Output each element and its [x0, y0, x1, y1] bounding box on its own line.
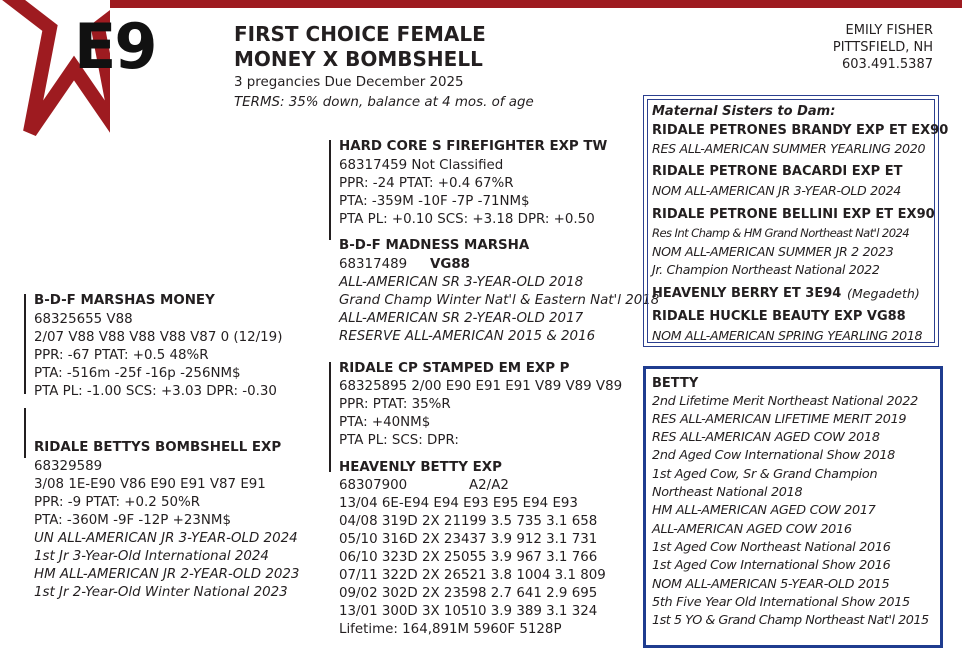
betty-heading: BETTY: [652, 376, 699, 391]
dam-award: UN ALL-AMERICAN JR 3-YEAR-OLD 2024: [34, 531, 298, 546]
page-title: FIRST CHOICE FEMALE: [234, 22, 486, 46]
sire-reg: 68325655 V88: [34, 312, 133, 327]
dam-dam-lifetime: Lifetime: 164,891M 5960F 5128P: [339, 622, 562, 637]
dam-dam-name: HEAVENLY BETTY EXP: [339, 460, 502, 475]
dam-award: 1st Jr 3-Year-Old International 2024: [34, 549, 269, 564]
betty-award: NOM ALL-AMERICAN 5-YEAR-OLD 2015: [652, 577, 890, 592]
sire-sire-info: PPR: -24 PTAT: +0.4 67%R: [339, 176, 514, 191]
sire-dam-score: VG88: [430, 257, 470, 272]
dam-reg: 68329589: [34, 459, 103, 474]
betty-award: 1st 5 YO & Grand Champ Northeast Nat'l 2015: [652, 613, 929, 628]
sire-info: 2/07 V88 V88 V88 V88 V87 0 (12/19): [34, 330, 283, 345]
dam-name: RIDALE BETTYS BOMBSHELL EXP: [34, 440, 282, 455]
sire-sire-info: PTA PL: +0.10 SCS: +3.18 DPR: +0.50: [339, 212, 595, 227]
dam-info: PPR: -9 PTAT: +0.2 50%R: [34, 495, 201, 510]
dam-dam-record: 04/08 319D 2X 21199 3.5 735 3.1 658: [339, 514, 598, 529]
sister-name: HEAVENLY BERRY ET 3E94: [652, 286, 842, 301]
sister-award: RES ALL-AMERICAN SUMMER YEARLING 2020: [652, 141, 926, 156]
dam-dam-record: 13/01 300D 3X 10510 3.9 389 3.1 324: [339, 604, 598, 619]
dam-dam-record: 06/10 323D 2X 25055 3.9 967 3.1 766: [339, 550, 598, 565]
page-subtitle: MONEY X BOMBSHELL: [234, 47, 483, 71]
betty-award: 1st Aged Cow, Sr & Grand Champion: [652, 467, 878, 482]
divider: [24, 294, 26, 394]
dam-info: 3/08 1E-E90 V86 E90 E91 V87 E91: [34, 477, 266, 492]
sister-award: Jr. Champion Northeast National 2022: [652, 262, 880, 277]
lot-number: E9: [74, 10, 156, 83]
consignor-phone: 603.491.5387: [842, 57, 933, 72]
consignor-name: EMILY FISHER: [845, 23, 933, 38]
dam-sire-info: PPR: PTAT: 35%R: [339, 397, 451, 412]
sire-sire-reg: 68317459 Not Classified: [339, 158, 504, 173]
sire-dam-reg: 68317489: [339, 257, 408, 272]
betty-award: RES ALL-AMERICAN LIFETIME MERIT 2019: [652, 412, 907, 427]
betty-award: RES ALL-AMERICAN AGED COW 2018: [652, 430, 880, 445]
divider: [24, 408, 26, 458]
dam-dam-haplotype: A2/A2: [469, 478, 509, 493]
betty-award: 1st Aged Cow International Show 2016: [652, 558, 891, 573]
sire-sire-name: HARD CORE S FIREFIGHTER EXP TW: [339, 139, 608, 154]
sire-dam-award: ALL-AMERICAN SR 2-YEAR-OLD 2017: [339, 311, 584, 326]
sire-info: PTA PL: -1.00 SCS: +3.03 DPR: -0.30: [34, 384, 277, 399]
dam-dam-record: 09/02 302D 2X 23598 2.7 641 2.9 695: [339, 586, 598, 601]
dam-award: 1st Jr 2-Year-Old Winter National 2023: [34, 585, 288, 600]
betty-award: HM ALL-AMERICAN AGED COW 2017: [652, 503, 876, 518]
maternal-sisters-heading: Maternal Sisters to Dam:: [652, 104, 836, 119]
terms: TERMS: 35% down, balance at 4 mos. of age: [234, 95, 534, 110]
sister-award: NOM ALL-AMERICAN JR 3-YEAR-OLD 2024: [652, 183, 901, 198]
divider: [329, 362, 331, 472]
sister-sire: (Megadeth): [847, 286, 920, 301]
sire-info: PTA: -516m -25f -16p -256NM$: [34, 366, 241, 381]
dam-sire-name: RIDALE CP STAMPED EM EXP P: [339, 361, 570, 376]
sister-award: Res Int Champ & HM Grand Northeast Nat'l 2024: [652, 226, 910, 240]
betty-award: Northeast National 2018: [652, 485, 803, 500]
sister-name: RIDALE PETRONE BELLINI EXP ET EX90: [652, 207, 935, 222]
dam-award: HM ALL-AMERICAN JR 2-YEAR-OLD 2023: [34, 567, 300, 582]
sister-award: NOM ALL-AMERICAN SUMMER JR 2 2023: [652, 244, 894, 259]
dam-sire-info: PTA PL: SCS: DPR:: [339, 433, 459, 448]
sire-sire-info: PTA: -359M -10F -7P -71NM$: [339, 194, 530, 209]
sire-dam-award: ALL-AMERICAN SR 3-YEAR-OLD 2018: [339, 275, 584, 290]
divider: [329, 140, 331, 240]
betty-award: ALL-AMERICAN AGED COW 2016: [652, 522, 852, 537]
header-bar: [60, 0, 962, 8]
pregnancy-info: 3 pregancies Due December 2025: [234, 75, 464, 90]
sire-dam-award: Grand Champ Winter Nat'l & Eastern Nat'l 2018: [339, 293, 660, 308]
betty-award: 2nd Aged Cow International Show 2018: [652, 448, 896, 463]
sire-dam-name: B-D-F MADNESS MARSHA: [339, 238, 530, 253]
betty-award: 5th Five Year Old International Show 2015: [652, 595, 910, 610]
sire-name: B-D-F MARSHAS MONEY: [34, 293, 215, 308]
betty-award: 2nd Lifetime Merit Northeast National 2022: [652, 394, 918, 409]
sister-award: NOM ALL-AMERICAN SPRING YEARLING 2018: [652, 328, 923, 343]
dam-sire-reg: 68325895 2/00 E90 E91 E91 V89 V89 V89: [339, 379, 623, 394]
dam-dam-record: 13/04 6E-E94 E94 E93 E95 E94 E93: [339, 496, 578, 511]
dam-info: PTA: -360M -9F -12P +23NM$: [34, 513, 231, 528]
sister-name: RIDALE PETRONES BRANDY EXP ET EX90: [652, 123, 949, 138]
dam-dam-record: 05/10 316D 2X 23437 3.9 912 3.1 731: [339, 532, 598, 547]
consignor-city: PITTSFIELD, NH: [832, 40, 933, 55]
dam-dam-reg: 68307900: [339, 478, 408, 493]
betty-award: 1st Aged Cow Northeast National 2016: [652, 540, 891, 555]
sire-info: PPR: -67 PTAT: +0.5 48%R: [34, 348, 209, 363]
dam-sire-info: PTA: +40NM$: [339, 415, 431, 430]
sister-name: RIDALE PETRONE BACARDI EXP ET: [652, 164, 903, 179]
sire-dam-award: RESERVE ALL-AMERICAN 2015 & 2016: [339, 329, 596, 344]
sister-name: RIDALE HUCKLE BEAUTY EXP VG88: [652, 309, 906, 324]
dam-dam-record: 07/11 322D 2X 26521 3.8 1004 3.1 809: [339, 568, 606, 583]
